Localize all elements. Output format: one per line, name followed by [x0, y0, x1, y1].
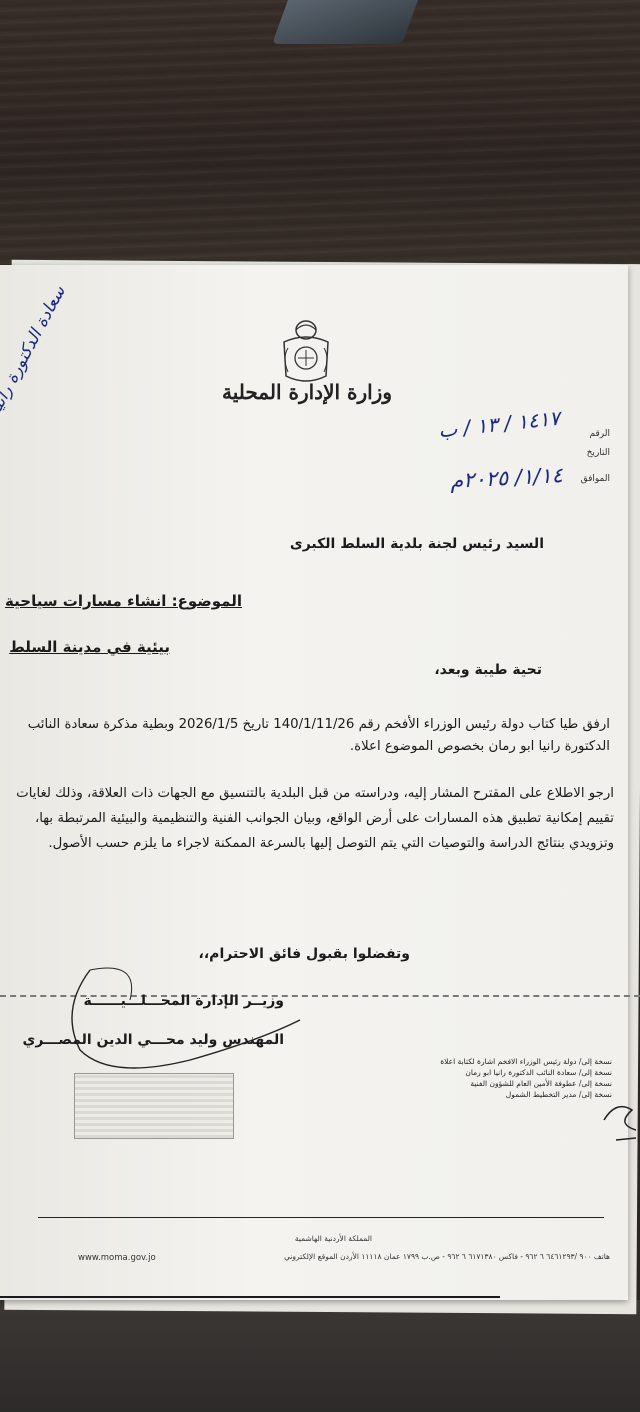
copy-item: نسخة إلى/ دولة رئيس الوزراء الافخم اشارة لكتابة اعلاة [440, 1057, 612, 1066]
paragraph-2: ارجو الاطلاع على المقترح المشار إليه، ودراسته من قبل البلدية بالتنسيق مع الجهات ذات العلاقة، وذلك لغايات تقييم إمكانية تطبيق هذه المسارات على أرض الواقع، وبيان الجوانب الفنية والتنظيمية والبيئية المرتبطة بها، وتزويدي بنتائج الدراسة والتوصيات التي يتم التوصل إليها بالسرعة الممكنة لاجراء ما يلزم حسب الأصول. [16, 786, 614, 851]
footer-contacts: هاتف ٩٠٠ /٦٤٦١٢٩٣ ٦ ٩٦٢ - فاكس ٦١٧١٣٨٠ ٦ ٩٦٢ - ص.ب ١٧٩٩ عمان ١١١١٨ الأردن الموقع الإلكتروني [284, 1252, 610, 1261]
copies-list [362, 1056, 612, 1100]
handwritten-reference-number: ١٤١٧ / ١٣ / ب [437, 405, 562, 443]
footer-website-link[interactable]: www.moma.gov.jo [78, 1253, 156, 1263]
initials-scribble-icon [596, 1080, 640, 1150]
device-corner [272, 0, 418, 44]
copy-item: نسخة إلى/ مدير التخطيط الشمول [505, 1090, 612, 1099]
subject-line: الموضوع: انشاء مسارات سياحية [5, 592, 242, 610]
corresponding-label: الموافق [580, 474, 610, 484]
copy-item: نسخة إلى/ عطوفة الأمين العام للشؤون الفنية [470, 1079, 612, 1088]
date-label: التاريخ [586, 448, 610, 458]
footer-kingdom: المملكة الأردنية الهاشمية [294, 1234, 372, 1243]
signature-scribble-icon [50, 950, 310, 1080]
floor-background [0, 1300, 640, 1412]
official-stamp [74, 1073, 234, 1139]
minister-name: المهندس وليد محـــي الدين المصـــري [22, 1032, 284, 1048]
minister-title: وزيــر الإدارة المحـــلـــيــــــة [83, 993, 284, 1009]
greeting: تحية طيبة وبعد، [434, 662, 542, 678]
copy-item: نسخة إلى/ سعادة النائب الدكتورة رانيا ابو رمان [465, 1068, 612, 1077]
ref-label: الرقم [589, 429, 610, 439]
subject-line-continued: بيئية في مدينة السلط [9, 638, 170, 656]
footer-divider [38, 1217, 604, 1218]
recipient-line: السيد رئيس لجنة بلدية السلط الكبرى [289, 536, 544, 552]
ministry-name: وزارة الإدارة المحلية [222, 380, 392, 404]
paper-edge-shadow [0, 1296, 500, 1298]
handwritten-date: ١/١٤/ ٢٠٢٥م [449, 463, 564, 493]
closing-line: وتفضلوا بقبول فائق الاحترام،، [198, 946, 410, 962]
paragraph-1: ارفق طيا كتاب دولة رئيس الوزراء الأفخم رقم 140/1/11/26 تاريخ 2026/1/5 وبطية مذكرة سعادة النائب الدكتورة رانيا ابو رمان بخصوص الموضوع اعلاة. [27, 717, 610, 754]
coat-of-arms-icon [278, 318, 334, 388]
